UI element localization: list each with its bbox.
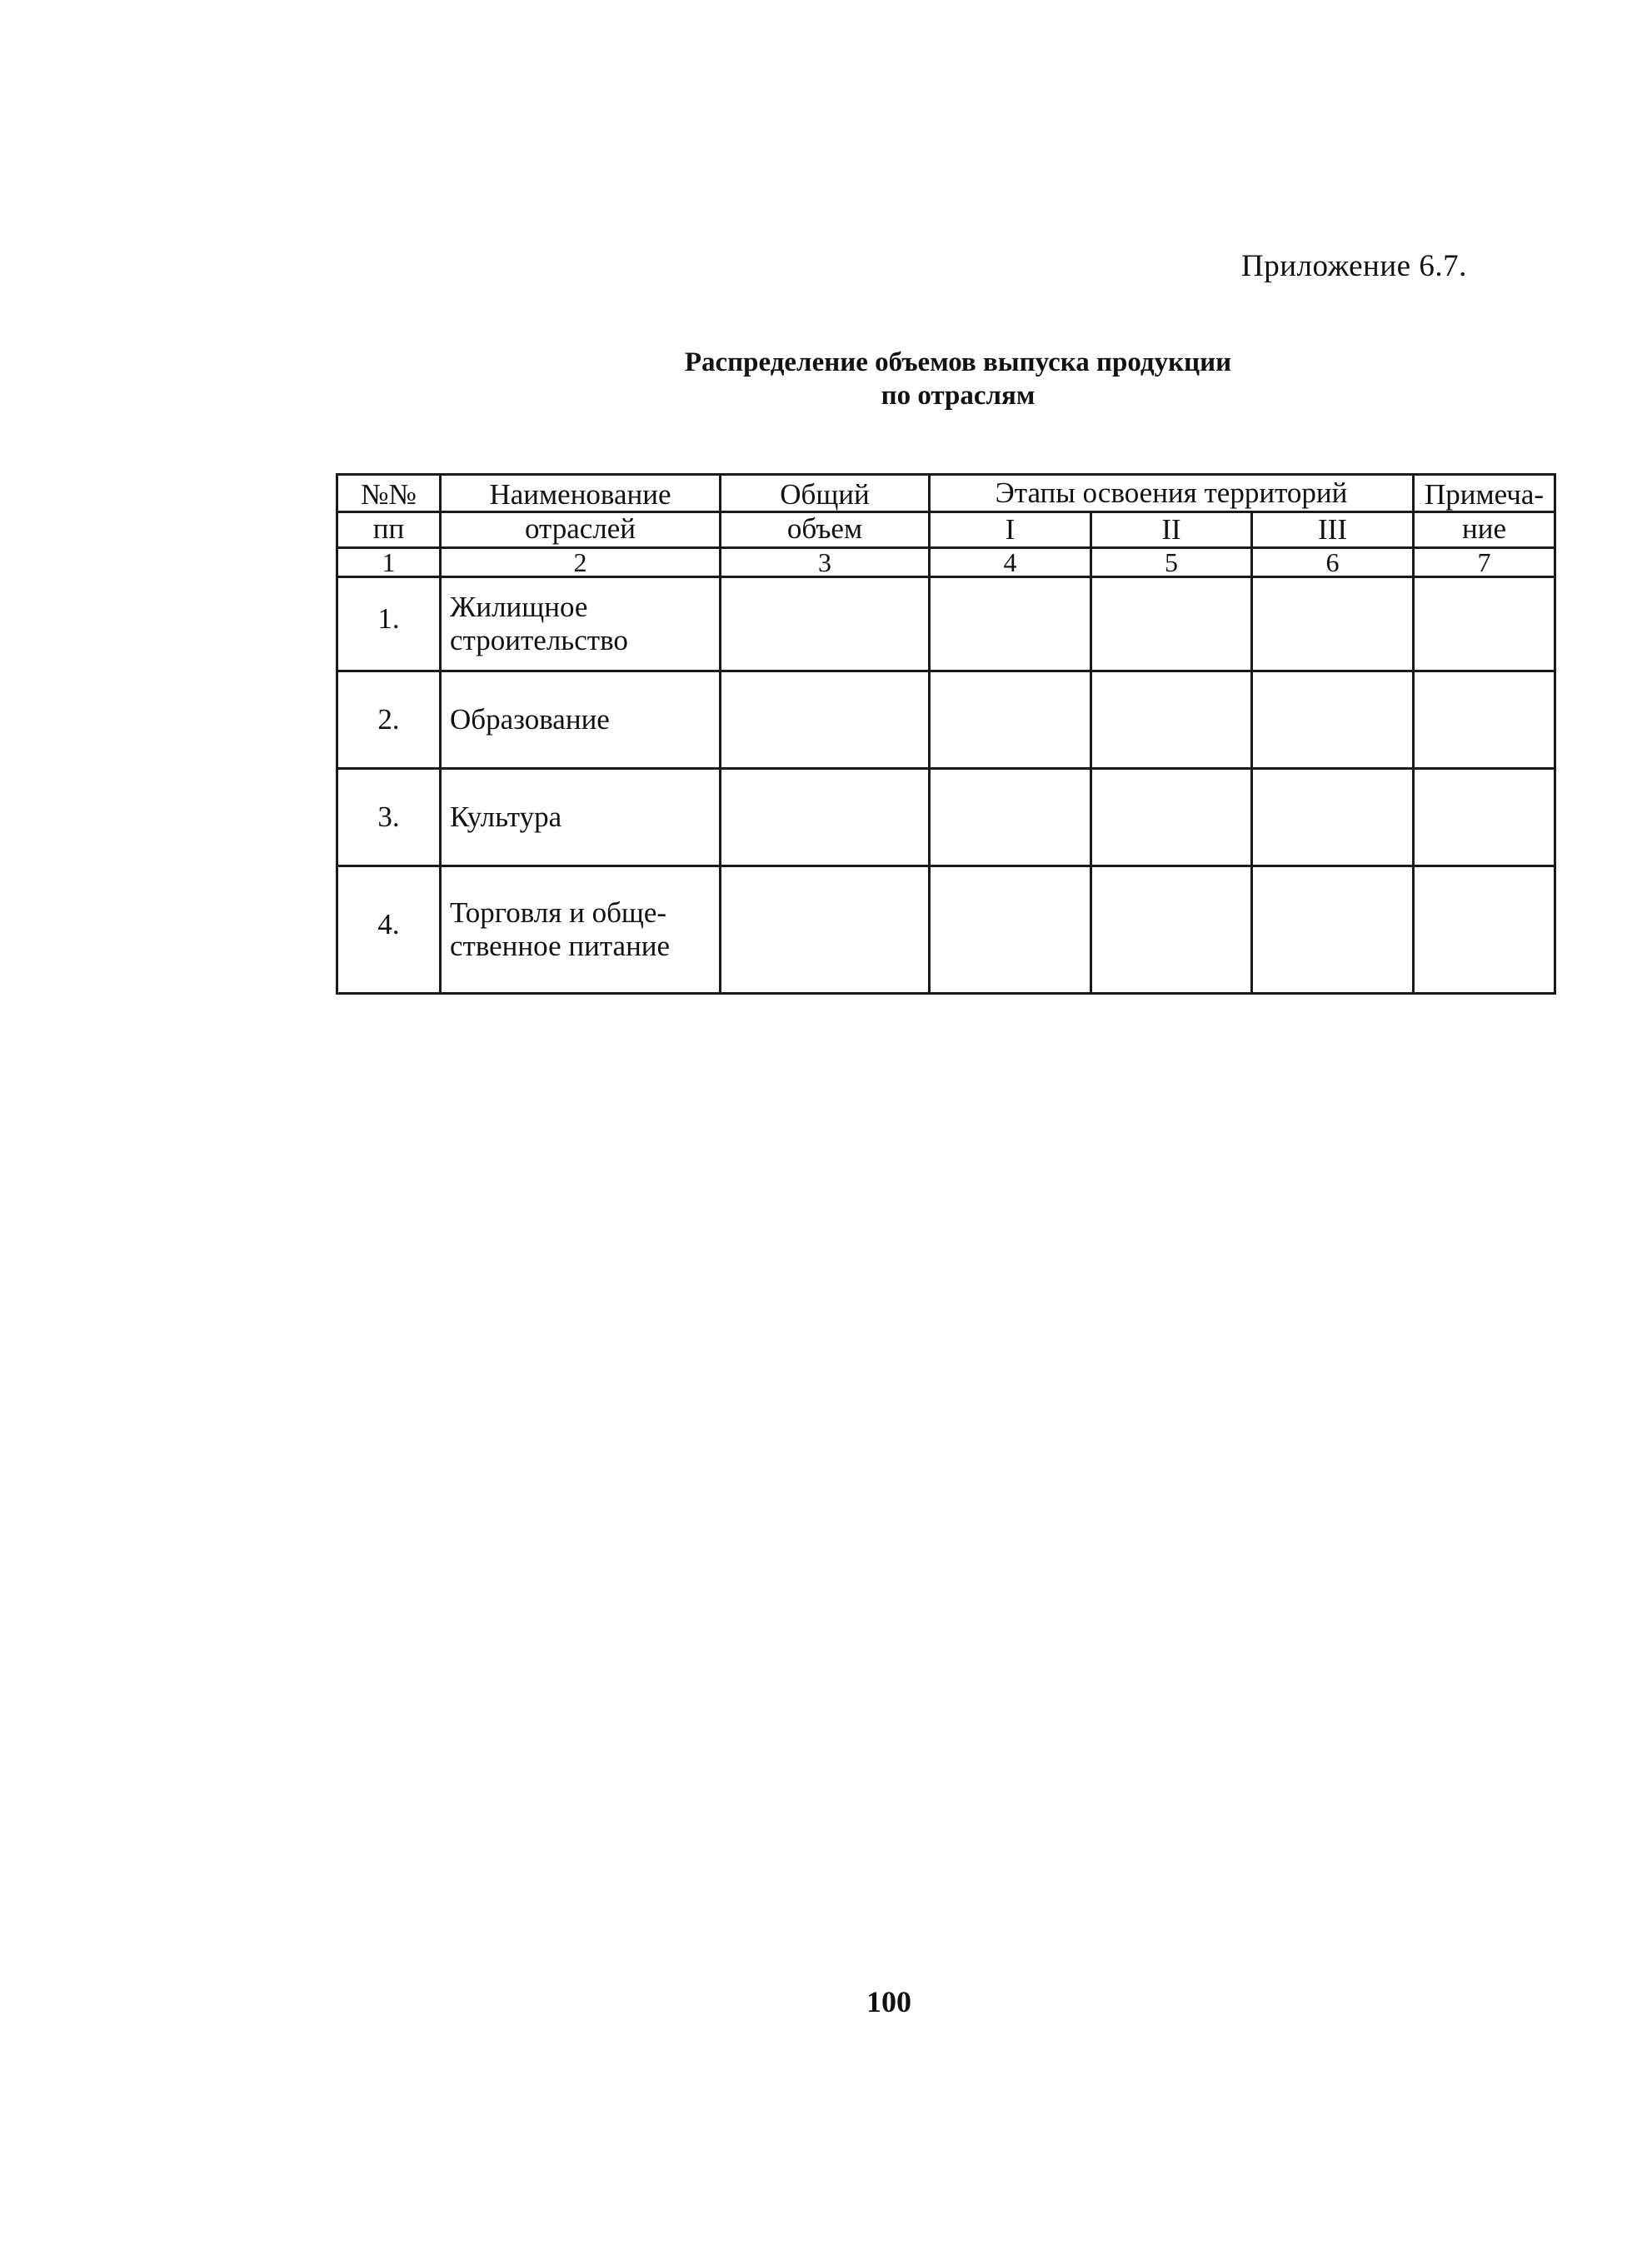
header-num-2: пп [337, 512, 441, 548]
column-number: 5 [1091, 548, 1252, 577]
cell-note [1414, 866, 1555, 994]
column-number: 7 [1414, 548, 1555, 577]
cell-total [721, 769, 930, 866]
title-line-1: Распределение объемов выпуска продукции [684, 347, 1232, 377]
row-number-text: 4. [377, 908, 400, 940]
cell-stage-3 [1252, 671, 1414, 769]
header-total-line1: Общий [780, 478, 870, 511]
cell-stage-1 [930, 671, 1091, 769]
cell-stage-1 [930, 866, 1091, 994]
header-name-2: отраслей [441, 512, 721, 548]
row-number [337, 577, 441, 671]
distribution-table [336, 473, 1556, 995]
cell-total [721, 866, 930, 994]
cell-stage-2 [1091, 769, 1252, 866]
header-total [721, 475, 930, 512]
header-num [337, 475, 441, 512]
header-stage-2: II [1091, 512, 1252, 548]
cell-stage-2 [1091, 866, 1252, 994]
page-number: 100 [866, 1985, 911, 2018]
header-num-line1: №№ [361, 478, 417, 511]
header-stages: Этапы освоения территорий [930, 475, 1414, 512]
appendix-label: Приложение 6.7. [1241, 249, 1467, 283]
table-row [337, 866, 1555, 994]
cell-stage-2 [1091, 671, 1252, 769]
cell-note [1414, 671, 1555, 769]
row-name-line2: строительство [450, 624, 628, 656]
row-number: 3. [337, 769, 441, 866]
table-row [337, 671, 1555, 769]
header-row-1 [337, 475, 1555, 512]
column-number: 6 [1252, 548, 1414, 577]
row-number [337, 866, 441, 994]
row-name [441, 577, 721, 671]
row-number: 2. [337, 671, 441, 769]
row-name-line2: ственное питание [450, 930, 671, 962]
column-number-row [337, 548, 1555, 577]
header-stage-1: I [930, 512, 1091, 548]
cell-stage-3 [1252, 577, 1414, 671]
header-note [1414, 475, 1555, 512]
column-number: 3 [721, 548, 930, 577]
cell-note [1414, 769, 1555, 866]
column-number: 1 [337, 548, 441, 577]
cell-stage-3 [1252, 866, 1414, 994]
column-number: 4 [930, 548, 1091, 577]
header-stage-3: III [1252, 512, 1414, 548]
table-row [337, 577, 1555, 671]
cell-total [721, 577, 930, 671]
cell-stage-1 [930, 769, 1091, 866]
cell-stage-3 [1252, 769, 1414, 866]
row-name [441, 866, 721, 994]
header-note-2: ние [1414, 512, 1555, 548]
cell-stage-2 [1091, 577, 1252, 671]
row-name-line1: Жилищное [450, 591, 588, 623]
cell-total [721, 671, 930, 769]
row-name-line1: Культура [450, 801, 562, 833]
row-name-line1: Образование [450, 703, 610, 736]
header-row-2 [337, 512, 1555, 548]
row-name-line1: Торговля и обще- [450, 896, 667, 929]
row-name [441, 769, 721, 866]
header-note-line1: Примеча- [1424, 478, 1545, 511]
document-title [500, 346, 1416, 412]
row-name [441, 671, 721, 769]
header-name [441, 475, 721, 512]
row-number-text: 1. [377, 602, 400, 635]
header-total-2: объем [721, 512, 930, 548]
title-line-2: по отраслям [881, 381, 1036, 411]
column-number: 2 [441, 548, 721, 577]
cell-stage-1 [930, 577, 1091, 671]
cell-note [1414, 577, 1555, 671]
header-name-line1: Наименование [489, 478, 671, 511]
table-row [337, 769, 1555, 866]
